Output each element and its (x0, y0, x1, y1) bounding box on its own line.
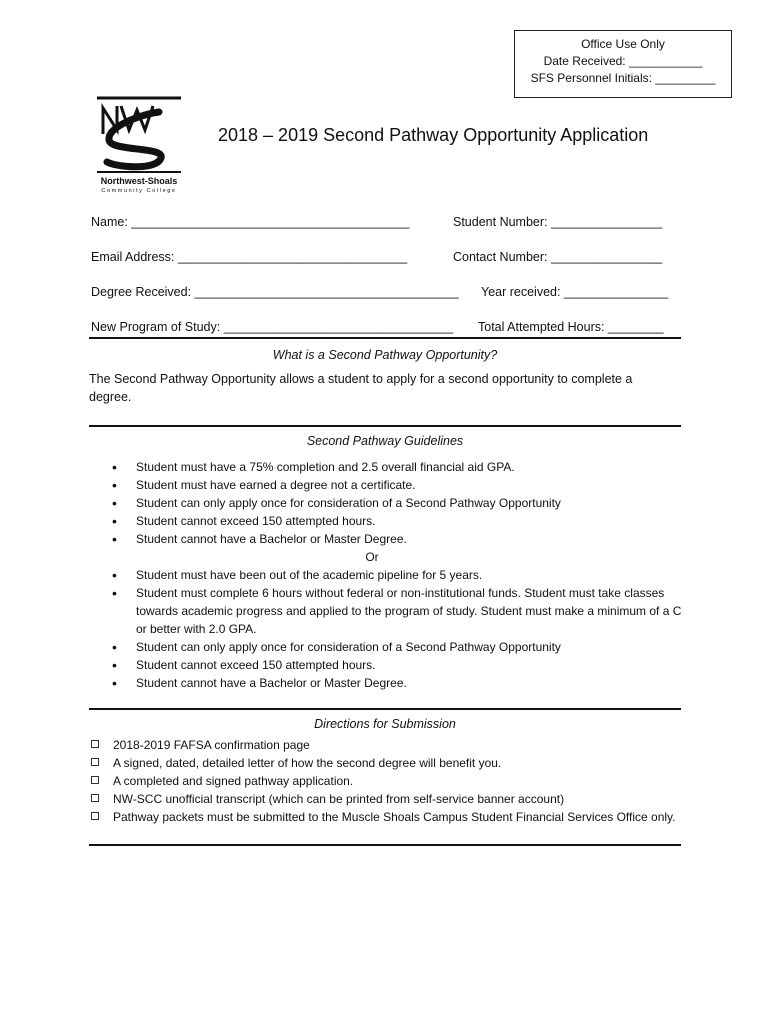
direction-item (89, 808, 679, 826)
direction-item (89, 736, 679, 754)
date-received-field: Date Received: ___________ (543, 54, 703, 68)
checkbox-icon[interactable] (91, 758, 99, 766)
direction-item-label: 2018-2019 FAFSA confirmation page (113, 738, 310, 752)
guideline-item: • Student must have a 75% completion and 2.5 overall financial aid GPA. (112, 458, 682, 476)
checkbox-icon[interactable] (91, 776, 99, 784)
directions-checklist (89, 736, 679, 826)
guideline-item: • Student cannot have a Bachelor or Master Degree. (112, 674, 682, 692)
direction-item-label: A completed and signed pathway application. (113, 774, 354, 788)
page-title: 2018 – 2019 Second Pathway Opportunity Application (218, 125, 649, 145)
direction-item-label: Pathway packets must be submitted to the Muscle Shoals Campus Student Financial Services Office only. (113, 810, 676, 824)
direction-item-label: NW-SCC unofficial transcript (which can be printed from self-service banner account) (113, 792, 565, 806)
direction-item (89, 772, 679, 790)
nw-shoals-logo-mark (95, 96, 183, 194)
logo-subname: Community College (101, 188, 177, 194)
total-hours-field: Total Attempted Hours: ________ (478, 320, 664, 334)
new-program-field: New Program of Study: _________________________________ (91, 320, 454, 334)
sfs-initials-field: SFS Personnel Initials: _________ (530, 71, 716, 85)
guideline-item: • Student must have been out of the academic pipeline for 5 years. (112, 566, 682, 584)
divider (89, 425, 681, 427)
guideline-item: • Student cannot exceed 150 attempted hours. (112, 512, 682, 530)
guideline-item: • Student must complete 6 hours without federal or non-institutional funds. Student must take classes towards academic progress and applied to the program of study. Student must make a minimum of a C or better with 2.0 GPA. (112, 584, 682, 638)
year-received-field: Year received: _______________ (481, 285, 669, 299)
directions-heading: Directions for Submission (314, 717, 456, 731)
checkbox-icon[interactable] (91, 812, 99, 820)
guidelines-list (112, 458, 682, 692)
direction-item (89, 790, 679, 808)
name-field: Name: ________________________________________ (91, 215, 410, 229)
guideline-item: • Student must have earned a degree not a certificate. (112, 476, 682, 494)
checkbox-icon[interactable] (91, 794, 99, 802)
divider (89, 708, 681, 710)
divider (89, 337, 681, 339)
degree-received-field: Degree Received: ______________________________________ (91, 285, 459, 299)
guideline-or-separator: Or (365, 550, 379, 564)
divider (89, 844, 681, 846)
contact-number-field: Contact Number: ________________ (453, 250, 663, 264)
guideline-item: • Student can only apply once for consideration of a Second Pathway Opportunity (112, 494, 682, 512)
direction-item (89, 754, 679, 772)
email-field: Email Address: _________________________________ (91, 250, 408, 264)
office-use-heading: Office Use Only (581, 37, 665, 51)
guideline-item: • Student can only apply once for consideration of a Second Pathway Opportunity (112, 638, 682, 656)
logo-name: Northwest-Shoals (100, 176, 178, 186)
what-is-heading: What is a Second Pathway Opportunity? (272, 348, 498, 362)
guidelines-heading: Second Pathway Guidelines (306, 434, 464, 448)
guideline-item: • Student cannot exceed 150 attempted hours. (112, 656, 682, 674)
office-use-box (514, 30, 732, 98)
student-number-field: Student Number: ________________ (453, 215, 663, 229)
direction-item-label: A signed, dated, detailed letter of how the second degree will benefit you. (113, 756, 502, 770)
college-logo (95, 96, 183, 194)
guideline-item: • Student cannot have a Bachelor or Master Degree. (112, 530, 682, 548)
checkbox-icon[interactable] (91, 740, 99, 748)
what-is-body: The Second Pathway Opportunity allows a student to apply for a second opportunity to complete a degree. (89, 372, 633, 404)
